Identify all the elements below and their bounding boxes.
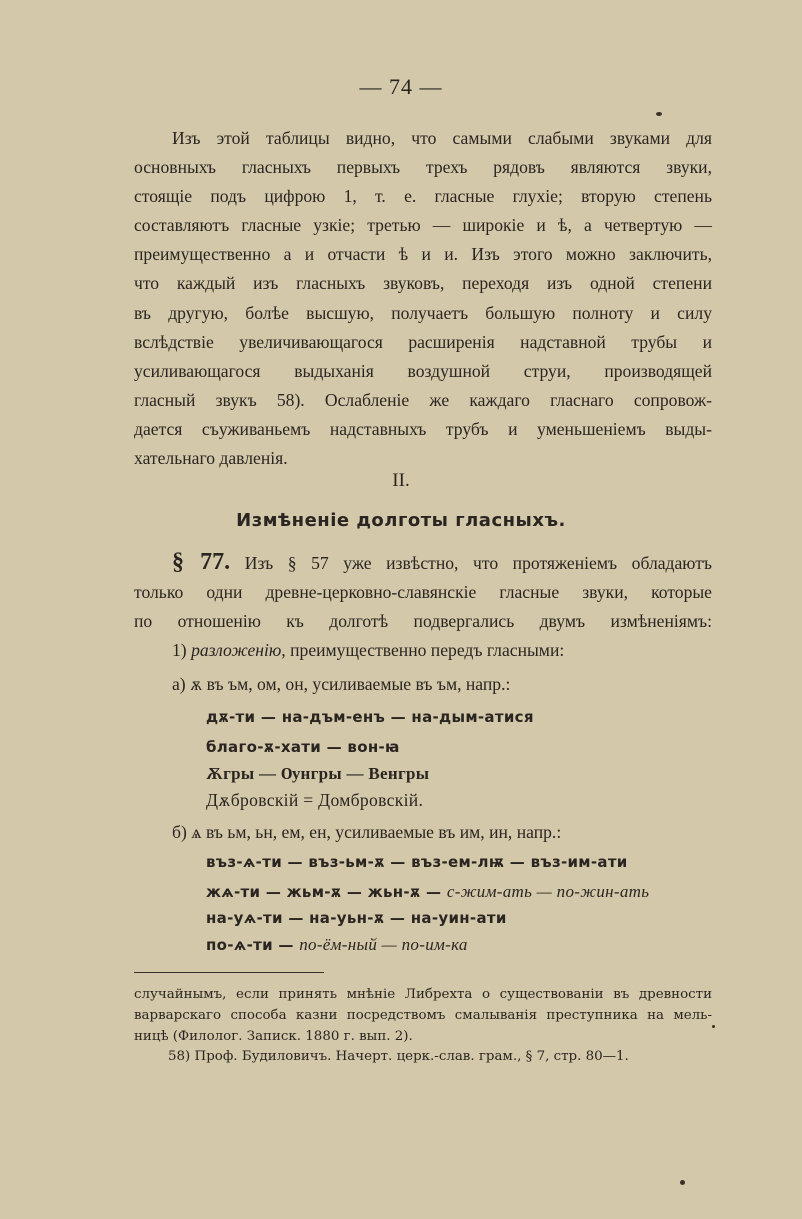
example-plain: жѧ-ти — жьм-ѫ — жьн-ѫ — [206, 883, 447, 901]
text-line: Изъ этой таблицы видно, что самыми слабыми звуками для [172, 128, 712, 148]
paragraph-1 [134, 124, 712, 473]
example-line [206, 882, 649, 902]
item-text: преимущественно передъ гласными: [290, 640, 565, 660]
example-plain: въз-ѧ-ти — въз-ьм-ѫ — въз-ем-лѭ — въз-им-ати [206, 853, 628, 871]
paper-speck [680, 1180, 685, 1185]
text-line-content: Изъ § 57 уже извѣстно, что протяженіемъ обладаютъ [244, 553, 713, 573]
section-title: Измѣненіе долготы гласныхъ. [236, 510, 566, 531]
text-line: хательнаго давленія. [134, 448, 288, 469]
example-line: Дѫбровскій = Домбровскій. [206, 790, 424, 810]
example-line [206, 935, 468, 955]
paragraph-2 [134, 548, 712, 636]
footnote-58: 58) Проф. Будиловичъ. Начерт. церк.-слав. грам., § 7, стр. 80—1. [168, 1049, 629, 1064]
text-line [134, 548, 712, 578]
paper-speck [712, 1025, 715, 1028]
example-plain: на-уѧ-ти — на-уьн-ѫ — на-уин-ати [206, 909, 507, 927]
text-line: только одни древне-церковно-славянскіе гласные звуки, которые [134, 582, 712, 603]
footnote-line: ницѣ (Филолог. Записк. 1880 г. вып. 2). [134, 1029, 413, 1044]
text-line: стоящіе подъ цифрою 1, т. е. гласные глухіе; вторую степень [134, 186, 712, 207]
example-line: дѫ-ти — на-дъм-енъ — на-дым-атися [206, 708, 534, 726]
footnote-divider [134, 972, 324, 973]
example-italic: с-жим-ать — по-жин-ать [446, 882, 650, 901]
item-number: 1) [172, 640, 187, 660]
footnote-line: варварскаго способа казни посредствомъ смалыванія преступника на мель- [134, 1008, 712, 1023]
section-number: II. [392, 470, 410, 491]
example-line: Ѫгры — Ѹнгры — Венгры [206, 764, 430, 783]
text-line: дается съуживаньемъ надставныхъ трубъ и уменьшеніемъ выды- [134, 418, 712, 439]
example-italic: по-ём-ный — по-им-ка [299, 935, 468, 954]
text-line: гласный звукъ 58). Ослабленіе же каждаго гласнаго сопровож- [134, 389, 712, 410]
footnote-continued [134, 984, 712, 1047]
paragraph-sign: § 77. [172, 549, 231, 575]
text-line: вслѣдствіе увеличивающагося расширенія надставной трубы и [134, 331, 712, 352]
paper-speck [656, 112, 662, 116]
example-line [206, 852, 628, 872]
text-line: составляютъ гласные узкіе; третью — широкіе и ѣ, а четвертую — [134, 215, 712, 236]
list-item-b: б) ѧ въ ьм, ьн, ем, ен, усиливаемые въ им, ин, напр.: [172, 822, 562, 842]
text-line: что каждый изъ гласныхъ звуковъ, переходя изъ одной степени [134, 273, 712, 294]
example-line: благо-ѫ-хати — вон-ꙗ [206, 738, 400, 756]
text-line: преимущественно а и отчасти ѣ и и. Изъ этого можно заключить, [134, 244, 712, 265]
text-line: основныхъ гласныхъ первыхъ трехъ рядовъ являются звуки, [134, 157, 712, 178]
example-line [206, 908, 507, 928]
page-number: — 74 — [359, 74, 443, 99]
footnote-line: случайнымъ, если принять мнѣніе Либрехта о существованіи въ древности [134, 987, 712, 1002]
item-italic: разложенію, [191, 640, 286, 660]
list-item-a: а) ѫ въ ъм, ом, он, усиливаемые въ ъм, напр.: [172, 674, 511, 694]
list-item-1 [172, 640, 772, 661]
text-line: усиливающагося выдыханія воздушной струи, производящей [134, 360, 712, 381]
text-line: по отношенію къ долготѣ подвергались двумъ измѣненіямъ: [134, 611, 712, 632]
text-line: въ другую, болѣе высшую, получаетъ большую полноту и силу [134, 302, 712, 323]
example-plain: по-ѧ-ти — [206, 936, 300, 954]
